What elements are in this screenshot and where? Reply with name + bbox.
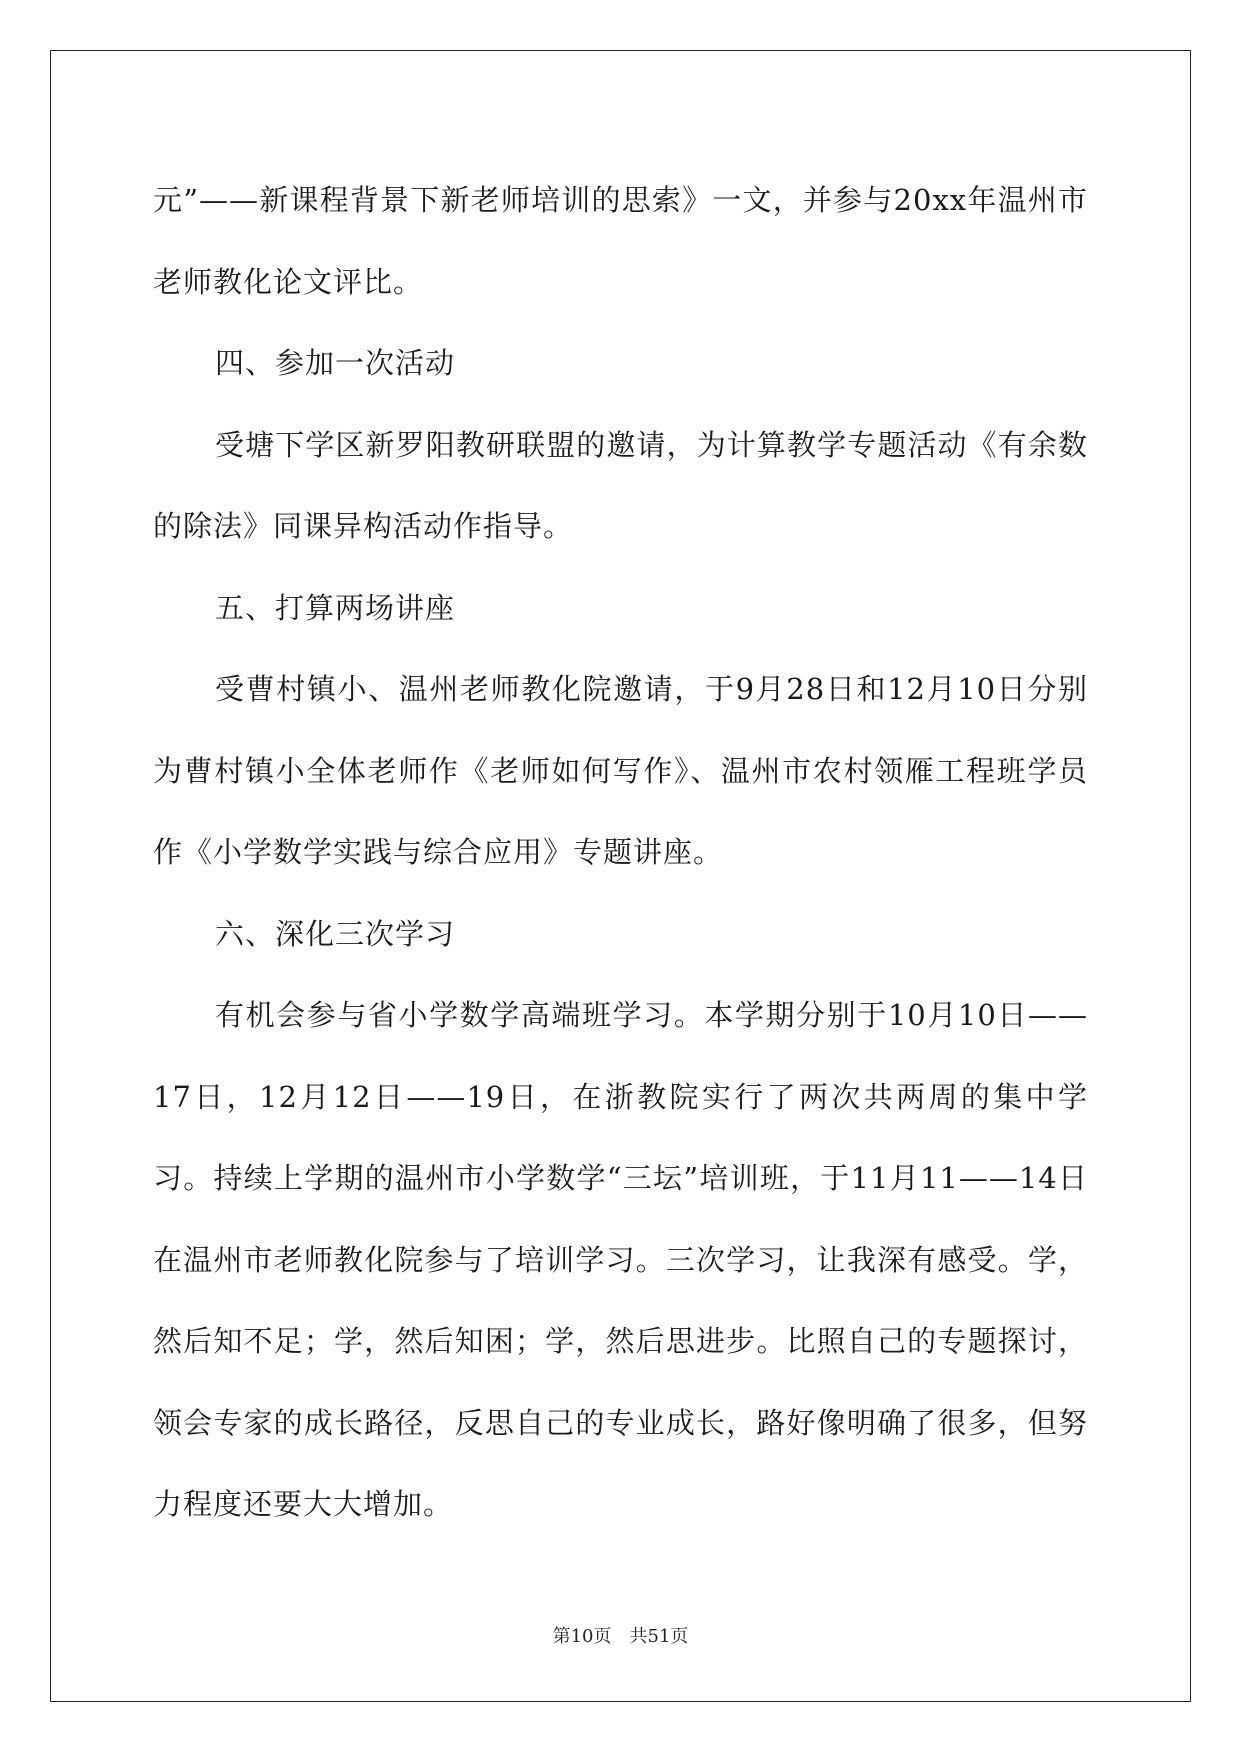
section-heading-4: 四、参加一次活动: [215, 346, 456, 380]
section-heading-6: 六、深化三次学习: [215, 916, 456, 951]
page-footer: [0, 1622, 1241, 1648]
paragraph-3: 受曹村镇小、温州老师教化院邀请，于9月28日和12月10日分别为曹村镇小全体老师作《老师如何写作》、温州市农村领雁工程班学员作《小学数学实践与综合应用》专题讲座。: [153, 672, 1088, 869]
document-body: [153, 160, 1088, 1546]
page-total: 共51页: [629, 1626, 689, 1647]
page-number: 第10页: [552, 1626, 612, 1647]
section-heading-5: 五、打算两场讲座: [215, 590, 456, 625]
paragraph-1: 元”——新课程背景下新老师培训的思索》一文，并参与20xx年温州市老师教化论文评比。: [153, 183, 1088, 299]
paragraph-4: 有机会参与省小学数学高端班学习。本学期分别于10月10日——17日，12月12日——19日，在浙教院实行了两次共两周的集中学习。持续上学期的温州市小学数学“三坛”培训班，于11月11——14日在温州市老师教化院参与了培训学习。三次学习，让我深有感受。学，然后知不足；学，然后知困；学，然后思进步。比照自己的专题探讨，领会专家的成长路径，反思自己的专业成长，路好像明确了很多，但努力程度还要大大增加。: [153, 998, 1088, 1521]
paragraph-2: 受塘下学区新罗阳教研联盟的邀请，为计算教学专题活动《有余数的除法》同课异构活动作指导。: [153, 427, 1088, 543]
